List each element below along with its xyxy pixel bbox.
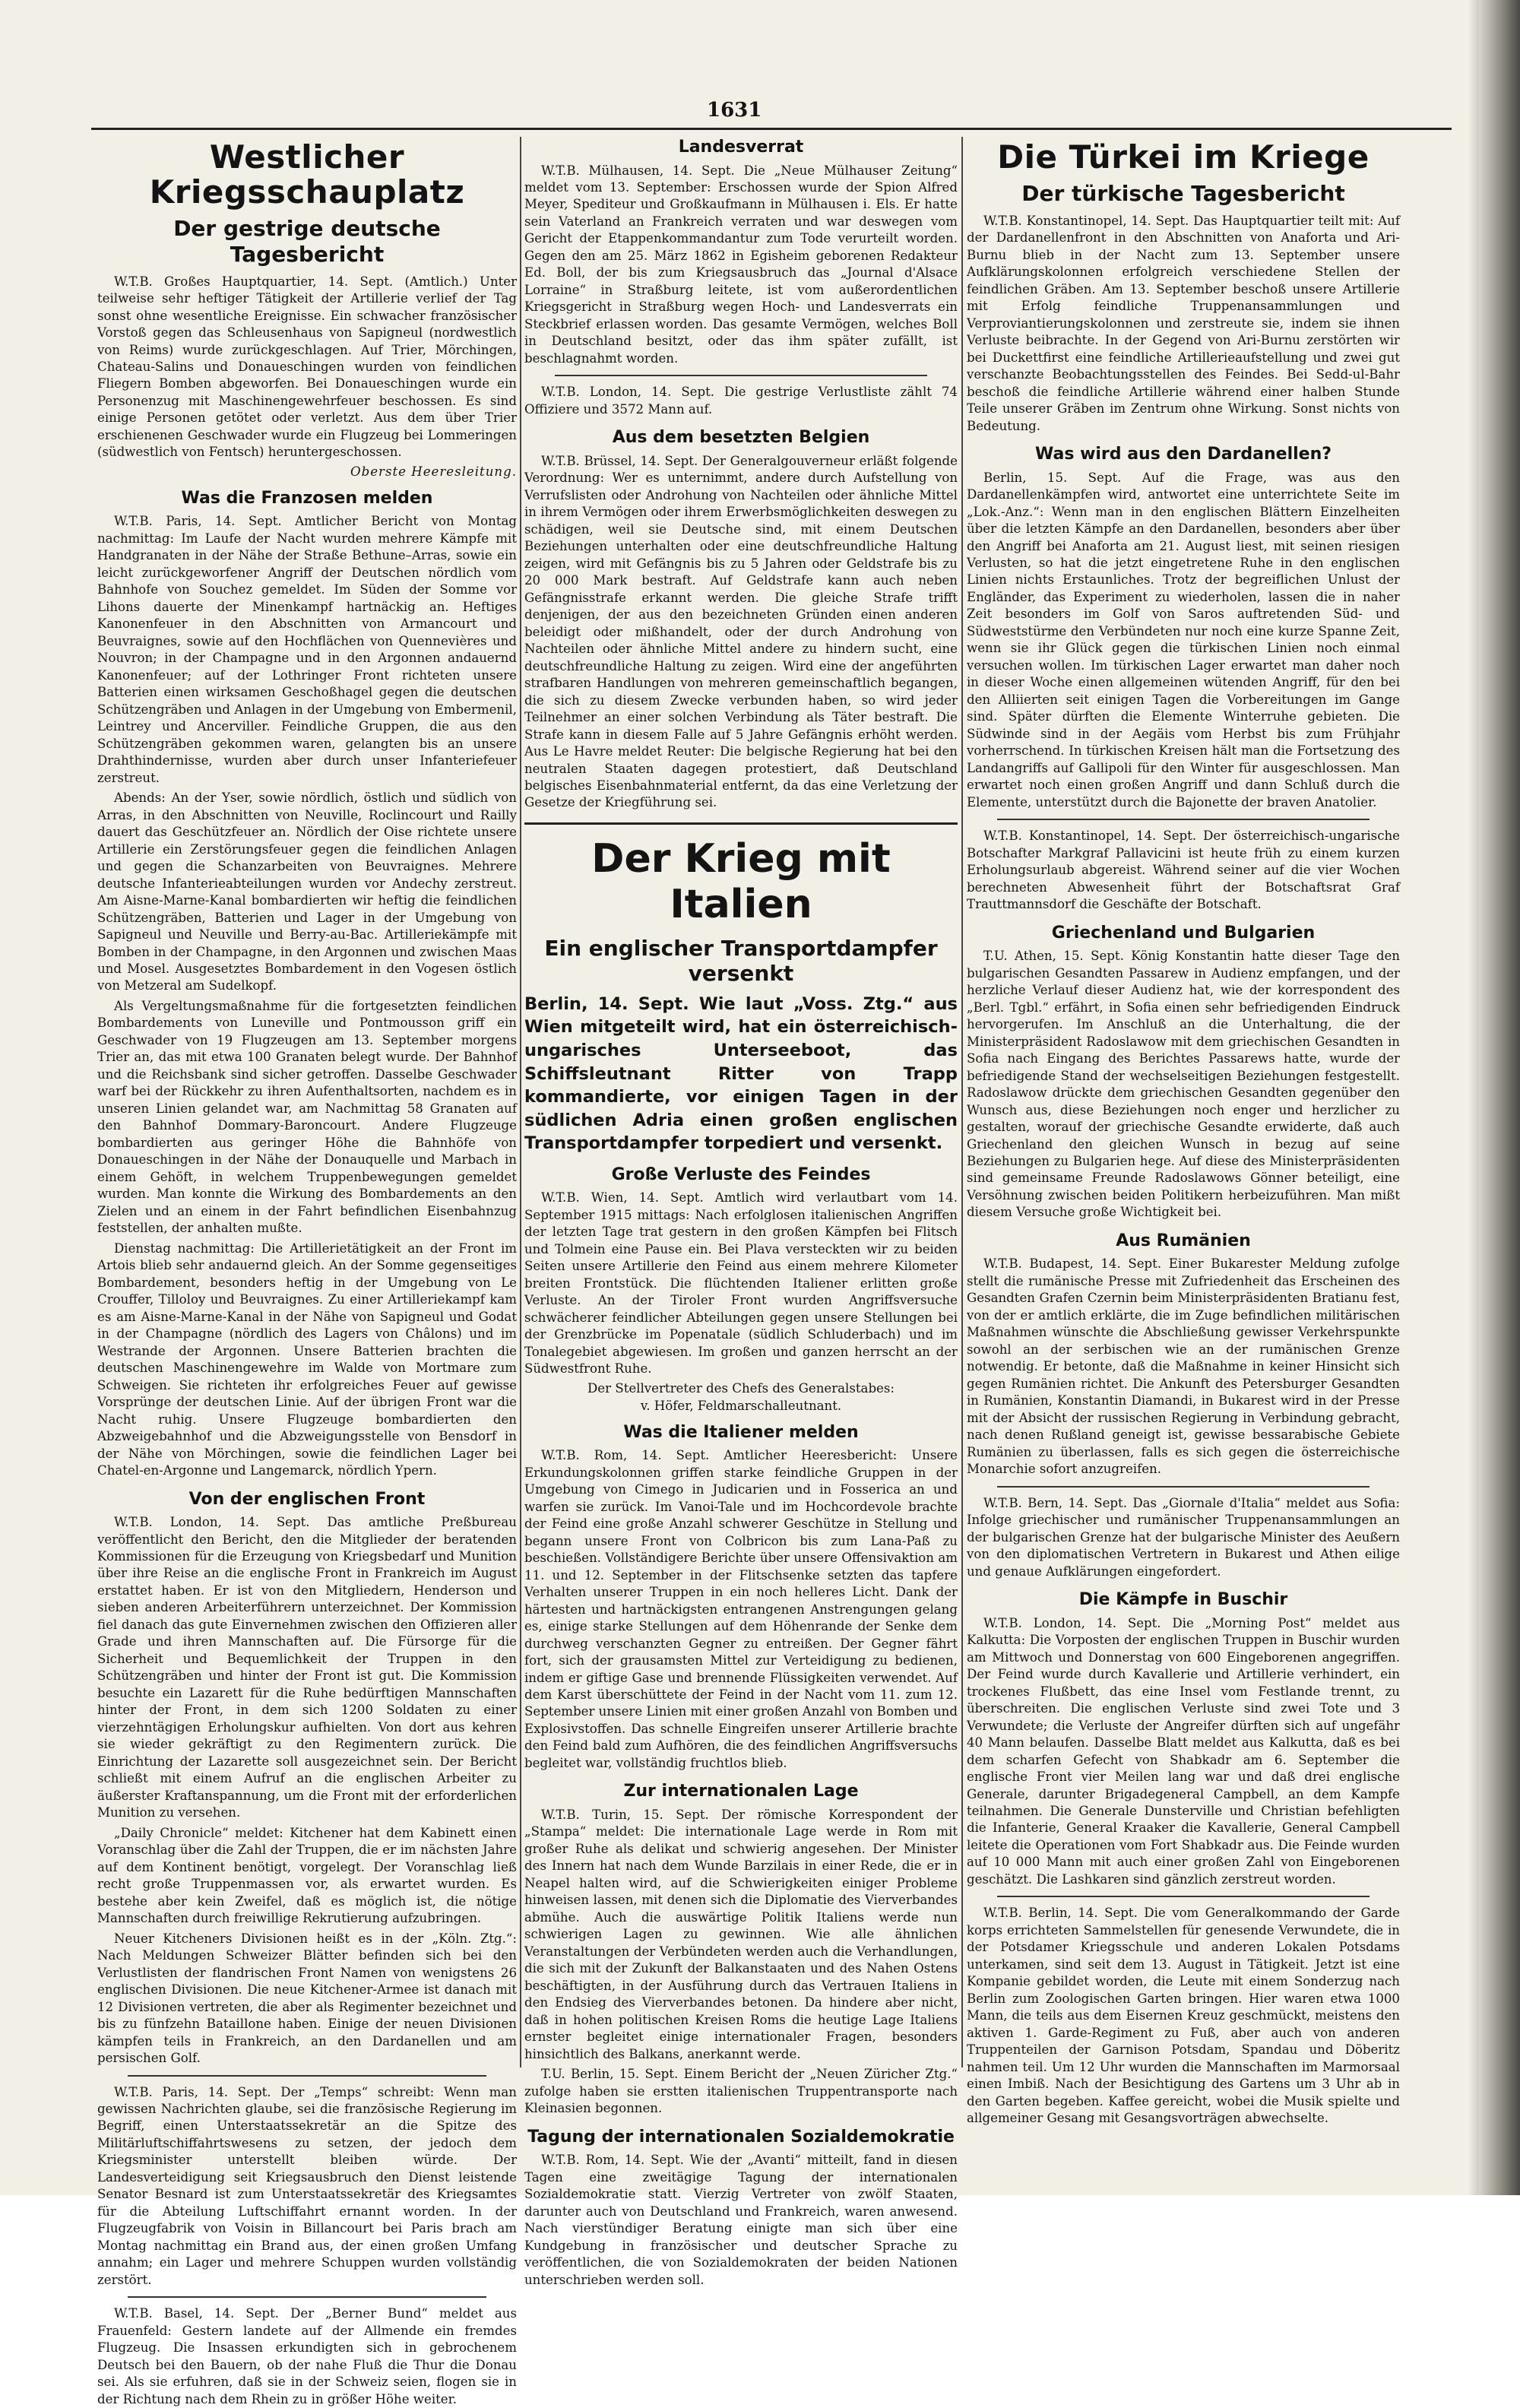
article-paragraph: Berlin, 15. Sept. Auf die Frage, was aus den Dardanellenkämpfen wird, antwortet eine unterrichtete Seite im „Lok.-Anz.“: Wenn man in den englischen Blättern Einzelheiten über die letzten Kämpfe an den Dardanellen, besonders aber über den Angriff bei Anaforta am 21. August liest, mit seinen riesigen Verlusten, so hat die jetzt eingetretene Ruhe in den englischen Linien nichts Erstaunliches. Trotz der begreiflichen Unlust der Engländer, das Experiment zu wiederholen, lassen die in naher Zeit besonders im Golf von Saros auftretenden Süd- und Südweststürme den Verbündeten nur noch eine kurze Spanne Zeit, wenn sie ihr Glück gegen die türkischen Linien noch einmal versuchen wollen. Im türkischen Lager erwartet man daher noch in dieser Woche einen allgemeinen wütenden Angriff, für den bei den Alliierten seit einigen Tagen die Vorbereitungen im Gange sind. Später dürften die Elemente Winterruhe gebieten. Die Südwinde sind in der Aegäis vom Herbst bis zum Frühjahr vorherrschend. In türkischen Kreisen hält man die Fortsetzung des Landangriffs auf Gallipoli für den Winter für ausgeschlossen. Man erwartet noch einen großen Angriff und dann Schluß durch die Elemente, unterstützt durch die Bajonette der braven Anatolier.	[967, 470, 1400, 810]
signature: Oberste Heeresleitung.	[350, 464, 517, 479]
section-title-verluste: Große Verluste des Feindes	[611, 1164, 871, 1184]
lead-paragraph: Berlin, 14. Sept. Wie laut „Voss. Ztg.“ aus Wien mitgeteilt wird, hat ein österreichisch-ungarisches Unterseeboot, das Schiffsleutnant Ritter von Trapp kommandierte, vor einigen Tagen in der südlichen Adria einen großen englischen Transportdampfer torpediert und versenkt.	[524, 993, 958, 1154]
article-paragraph: W.T.B. Rom, 14. Sept. Amtlicher Heeresbericht: Unsere Erkundungskolonnen griffen starke feindliche Gruppen in der Umgebung von Cimego in Judicarien und in Fosserica an und warfen sie zurück. Im Vanoi-Tale und im Hochcordevole brachte der Feind eine große Anzahl schwerer Geschütze in Stellung und begann unsere Front von Colbricon bis zum Lana-Paß zu beschießen. Vollständigere Berichte über unsere Offensivaktion am 11. und 12. September in der Flitschsenke setzten das tapfere Verhalten unserer Truppen in ein noch helleres Licht. Dank der härtesten und hartnäckigsten entrangenen Anstrengungen gelang es, einige starke Stellungen auf dem Höhenrande der Senke dem durchweg verschanzten Gegner zu entreißen. Der Gegner fährt fort, sich der grausamsten Mittel zur Verteidigung zu bedienen, indem er giftige Gase und brennende Flüssigkeiten verwendet. Auf dem Karst überschüttete der Feind in der Nacht vom 11. zum 12. September unsere Linien mit einer großen Anzahl von Bomben und Explosivstoffen. Das schnelle Eingreifen unserer Artillerie brachte den Feind bald zum Aufhören, die des feindlichen Angriffsversuchs begleitet war, vollständig fruchtlos blieb.	[524, 1448, 958, 1770]
section-title-belgien: Aus dem besetzten Belgien	[612, 428, 870, 448]
section-title-griechenland-bulgarien: Griechenland und Bulgarien	[1051, 923, 1316, 943]
article-paragraph: W.T.B. Rom, 14. Sept. Wie der „Avanti“ mitteilt, fand in diesen Tagen eine zweitägige Tagung der internationalen Sozialdemokratie statt. Vierzig Vertreter von zwölf Staaten, darunter auch von Deutschland und Frankreich, waren anwesend. Nach vierstündiger Beratung einigte man sich über eine Kundgebung in französischer und deutscher Sprache zu veröffentlichen, die von Sozialdemokraten der beiden Nationen unterschrieben werden soll.	[524, 2153, 958, 2287]
section-separator	[997, 819, 1370, 820]
subhead-transportdampfer: Ein englischer Transportdampfer versenkt	[544, 935, 938, 987]
section-title-internationale-lage: Zur internationalen Lage	[623, 1782, 859, 1801]
signature: v. Höfer, Feldmarschalleutnant.	[640, 1398, 842, 1413]
section-separator	[997, 1486, 1370, 1488]
article-paragraph: T.U. Berlin, 15. Sept. Einem Bericht der „Neuen Züricher Ztg.“ zufolge haben sie erstten italienischen Truppentransporte nach Kleinasien begonnen.	[524, 2067, 958, 2116]
article-paragraph: W.T.B. Budapest, 14. Sept. Einer Bukarester Meldung zufolge stellt die rumänische Presse mit Zufriedenheit das Erscheinen des Gesandten Grafen Czernin beim Ministerpräsidenten Bratianu fest, von der er amtlich erklärte, die im Zuge befindlichen militärischen Maßnahmen wünschte die Abschließung gewisser Verkehrspunkte sowohl an der serbischen wie an der rumänischen Grenze notwendig. Er betonte, daß die Maßnahme in keiner Hinsicht sich gegen Rumänien richtet. Die Ankunft des Petersburger Gesandten in Rumänien, Konstantin Diamandi, in Bukarest wird in der Presse mit der Absicht der russischen Regierung in Verbindung gebracht, nach denen Rußland geneigt ist, gewisse bessarabische Gebiete Rumänien zu überlassen, falls es sich gegen die österreichische Monarchie sofort anzugreifen.	[967, 1256, 1400, 1477]
article-paragraph: W.T.B. Brüssel, 14. Sept. Der Generalgouverneur erläßt folgende Verordnung: Wer es unternimmt, andere durch Aufstellung von Verrufslisten oder Androhung von Nachteilen oder ähnliche Mittel in ihrem Vermögen oder ihrem Erwerbsmöglichkeiten deswegen zu schädigen, weil sie Deutsche sind, mit einem Deutschen Beziehungen unterhalten oder eine deutschfreundliche Haltung zeigen, wird mit Gefängnis bis zu 5 Jahren oder Geldstrafe bis zu 20 000 Mark bestraft. Auf Geldstrafe kann auch neben Gefängnisstrafe erkannt werden. Die gleiche Strafe trifft denjenigen, der aus den bezeichneten Gründen einen anderen beleidigt oder mißhandelt, oder der durch Androhung von Nachteilen oder ähnliche Mittel andere zu hindern sucht, eine deutschfreundliche Haltung zu zeigen. Wird eine der angeführten strafbaren Handlungen von mehreren gemeinschaftlich begangen, die sich zu diesem Zwecke verbunden haben, so wird jeder Teilnehmer an einer solchen Verbindung als Täter bestraft. Die Strafe kann in diesem Falle auf 5 Jahre Gefängnis erhöht werden. Aus Le Havre meldet Reuter: Die belgische Regierung hat bei den neutralen Staaten dagegen protestiert, daß Deutschland belgisches Eisenbahnmaterial entfernt, da das eine Verletzung der Gesetze der Kriegführung sei.	[524, 453, 958, 810]
middle-column	[524, 137, 958, 2287]
section-title-englische-front: Von der englischen Front	[188, 1489, 426, 1509]
headline-westlicher-kriegsschauplatz: Westlicher Kriegsschauplatz	[149, 138, 465, 211]
article-paragraph: W.T.B. Berlin, 14. Sept. Die vom Generalkommando der Garde korps errichteten Sammelstellen für genesende Verwundete, die in der Potsdamer Kriegsschule und anderen Lokalen Potsdams unterkamen, sind seit dem 13. August in Tätigkeit. Jetzt ist eine Kompanie gebildet worden, die Leute mit einem Sonderzug nach Berlin zum Zoologischen Garten bringen. Hier waren etwa 1000 Mann, die teils aus dem Eisernen Kreuz geschmückt, meistens den aktiven 1. Garde-Regiment zu Fuß, aber auch von anderen Truppenteilen der Garnison Potsdam, Spandau und Döberitz nahmen teil. Um 12 Uhr wurden die Mannschaften im Marmorsaal einen Imbiß. Nach der Besichtigung des Gartens um 3 Uhr ab in den Garten begeben. Kaffee gereicht, wobei die Musik spielte und allgemeiner Gesang mit Gesangsvorträgen abwechselte.	[967, 1906, 1400, 2126]
column-divider	[520, 137, 521, 2067]
article-paragraph: W.T.B. Paris, 14. Sept. Der „Temps“ schreibt: Wenn man gewissen Nachrichten glaube, sei die französische Regierung im Begriff, einen Unterstaatssekretär an die Spitze des Militärluftschiffahrtswesens zu setzen, der jedoch dem Kriegsminister unterstellt bleiben würde. Der Landesverteidigung seit Kriegsausbruch den Dienst leistende Senator Besnard ist zum Unterstaatssekretär des Kriegsamtes für die Abteilung Luftschiffahrt ernannt worden. In der Flugzeugfabrik von Voisin in Billancourt bei Paris brach am Montag nachmittag ein Brand aus, der einen großen Umfang annahm; ein Lager und mehrere Schuppen wurden vollständig zerstört.	[97, 2084, 517, 2287]
section-separator	[997, 1896, 1370, 1897]
article-paragraph: W.T.B. London, 14. Sept. Das amtliche Preßbureau veröffentlicht den Bericht, den die Mitglieder der beratenden Kommissionen für die Erzeugung von Kriegsbedarf und Munition über ihre Reise an die englische Front in Frankreich im August erstattet haben. Er ist von den Mitgliedern, Henderson und sieben anderen Arbeiterführern unterzeichnet. Der Kommission fiel danach das gute Einvernehmen zwischen den Offizieren aller Grade und ihren Mannschaften auf. Die Fürsorge für die Sicherheit und Bequemlichkeit der Truppen in den Schützengräben und hinter der Front ist gut. Die Kommission besuchte ein Lazarett für die Ruhe bedürftigen Mannschaften hinter der Front, in dem sich 1200 Soldaten zu einer vierzehntägigen Erholungskur aufhielten. Von dort aus kehren sie wieder gekräftigt zu den Regimentern zurück. Die Einrichtung der Lazarette soll ausgezeichnet sein. Der Bericht schließt mit einem Aufruf an die englischen Arbeiter zu äußerster Kraftanspannung, um die Front mit der erforderlichen Munition zu versehen.	[97, 1515, 517, 1820]
article-paragraph: W.T.B. London, 14. Sept. Die „Morning Post“ meldet aus Kalkutta: Die Vorposten der englischen Truppen in Buschir wurden am Mittwoch und Donnerstag von 600 Eingeborenen angegriffen. Der Feind wurde durch Kavallerie und Artillerie verhindert, ein trockenes Flußbett, das eine Insel vom Festlande trennt, zu überschreiten. Die englischen Verluste sind zwei Tote und 3 Verwundete; die Verluste der Angreifer dürften sich auf ungefähr 40 Mann belaufen. Dasselbe Blatt meldet aus Kalkutta, daß es bei dem scharfen Gefecht von Shabkadr am 6. September die englische Front vier Meilen lang war und daß drei englische Generale, darunter Brigadegeneral Campbell, an dem Kampfe teilnahmen. Die Generale Dunsterville und Christian befehligten die Infanterie, General Kraaker die Kavallerie, General Campbell leitete die Operationen vom Fort Shabkadr aus. Die Feinde wurden auf 10 000 Mann mit auch einer großen Zahl von Eingeborenen geschätzt. Die Lashkaren sind gänzlich zerstreut worden.	[967, 1615, 1400, 1887]
article-paragraph: W.T.B. London, 14. Sept. Die gestrige Verlustliste zählt 74 Offiziere und 3572 Mann auf.	[524, 385, 958, 417]
section-title-franzosen: Was die Franzosen melden	[181, 488, 433, 508]
top-rule	[91, 128, 1452, 130]
page-fold-shadow	[1468, 0, 1479, 2195]
article-paragraph: Abends: An der Yser, sowie nördlich, östlich und südlich von Arras, in den Abschnitten von Neuville, Roclincourt und Railly dauert das Geschützfeuer an. Nördlich der Oise richtete unsere Artillerie ein Zerstörungsfeuer gegen die feindlichen Anlagen und gegen die Schanzarbeiten von Beuvraignes. Mehrere deutsche Infanterieabteilungen wurden vor Andechy zerstreut. Am Aisne-Marne-Kanal bombardierten wir heftig die feindlichen Schützengräben, Batterien und Lager in der Umgebung von Sapigneul und Neuville und Berry-au-Bac. Artilleriekämpfe mit Bomben in der Champagne, in den Argonnen und zwischen Maas und Mosel. Ausgesetztes Bombardement in den Vogesen östlich von Metzeral am Sudelkopf.	[97, 791, 517, 993]
section-separator	[555, 375, 927, 376]
article-paragraph: W.T.B. Mülhausen, 14. Sept. Die „Neue Mülhauser Zeitung“ meldet vom 13. September: Erschossen wurde der Spion Alfred Meyer, Spediteur und Großkaufmann in Mülhausen i. Els. Er hatte sein Vaterland an Frankreich verraten und war deswegen vom Gericht der Etappenkommandantur zum Tode verurteilt worden. Gegen den am 25. März 1862 in Egisheim geborenen Redakteur Ed. Boll, der bis zum Kriegsausbruch das „Journal d'Alsace Lorraine“ in Straßburg leitete, ist vom außerordentlichen Kriegsgericht in Straßburg wegen Hoch- und Landesverrats ein Steckbrief erlassen worden. Das gesamte Vermögen, welches Boll in Deutschland besitzt, oder das ihm später zufällt, ist beschlagnahmt worden.	[524, 163, 958, 366]
article-paragraph: W.T.B. Konstantinopel, 14. Sept. Das Hauptquartier teilt mit: Auf der Dardanellenfront in den Abschnitten von Anaforta und Ari-Burnu blieb in der Nacht zum 13. September unsere Aufklärungskolonnen erfolgreich verschiedene Stellen der feindlichen Gräben. Am 13. September beschoß unsere Artillerie mit Erfolg feindliche Truppenansammlungen und Verproviantierungskolonnen und zerstreute sie, indem sie ihnen Verluste beibrachte. In der Gegend von Ari-Burnu zerstörten wir bei Duckettfirst eine feindliche Artillerieaufstellung und zwei gut verschanzte Beobachtungsstellen des Feindes. Bei Sedd-ul-Bahr beschoß die feindliche Artillerie während einer halben Stunde Teile unserer Gräben im Zentrum ohne Wirkung. Sonst nichts von Bedeutung.	[967, 213, 1400, 433]
article-paragraph: W.T.B. Konstantinopel, 14. Sept. Der österreichisch-ungarische Botschafter Markgraf Pallavicini ist heute früh zu einem kurzen Erholungsurlaub abgereist. Während seiner auf die vier Wochen berechneten Abwesenheit führt der Botschaftsrat Graf Trauttmannsdorf die Geschäfte der Botschaft.	[967, 829, 1400, 912]
section-title-rumaenien: Aus Rumänien	[1116, 1231, 1251, 1250]
page-edge	[1479, 0, 1520, 2195]
article-paragraph: T.U. Athen, 15. Sept. König Konstantin hatte dieser Tage den bulgarischen Gesandten Passarew in Audienz empfangen, und der herzliche Verlauf dieser Audienz hat, wie der korrespondent des „Berl. Tgbl.“ erfährt, in Sofia einen sehr befriedigenden Eindruck hervorgerufen. Im Anschluß an die Unterhaltung, die der Ministerpräsident Radoslawow mit dem griechischen Gesandten in Sofia nach Eingang des Berichtes Passarews hatte, wurde der befriedigende Stand der wechselseitigen Beziehungen festgestellt. Radoslawow drückte dem griechischen Gesandten gegenüber den Wunsch aus, diese Beziehungen noch enger und herzlicher zu gestalten, worauf der griechische Gesandte erwiderte, daß auch Griechenland den gleichen Wunsch in bezug auf seine Beziehungen zu Bulgarien hege. Auf diese des Ministerpräsidenten sind gemeinsame Freunde Radoslawows Gönner beteiligt, eine Versöhnung zwischen beiden Politikern herbeizuführen. Man mißt diesem Versuche große Wichtigkeit bei.	[967, 949, 1400, 1220]
right-column	[967, 137, 1400, 2126]
article-paragraph: Neuer Kitcheners Divisionen heißt es in der „Köln. Ztg.“: Nach Meldungen Schweizer Blätter befinden sich bei den Verlustlisten der flandrischen Front Namen von wenigstens 26 englischen Divisionen. Die neue Kitchener-Armee ist danach mit 12 Divisionen vertreten, die aber als Regimenter bezeichnet und bis zu fünfzehn Bataillone haben. Einige der neuen Divisionen kämpfen teils in Frankreich, an den Dardanellen und am persischen Golf.	[97, 1931, 517, 2066]
signature: Der Stellvertreter des Chefs des Generalstabes:	[587, 1380, 895, 1396]
section-title-italiener: Was die Italiener melden	[623, 1422, 859, 1442]
headline-krieg-mit-italien: Der Krieg mit Italien	[591, 835, 891, 927]
section-separator	[524, 822, 958, 825]
section-title-buschir: Die Kämpfe in Buschir	[1078, 1590, 1288, 1610]
page-number: 1631	[707, 99, 762, 122]
article-paragraph: W.T.B. Turin, 15. Sept. Der römische Korrespondent der „Stampa“ meldet: Die internationale Lage werde in Rom mit großer Ruhe als delikat und schwierig angesehen. Der Minister des Innern hat nach dem Wunde Barzilais in einer Rede, die er in Neapel halten wird, auf die Schwierigkeiten einiger Probleme hinweisen lassen, mit denen sich die Diplomatie des Vierverbandes abmühe. Auch die auswärtige Politik Italiens werde nun schwierigen Lagen zu gewinnen. Wie alle ähnlichen Veranstaltungen der Verbündeten werden auch die Verhandlungen, die sich mit der Zukunft der Balkanstaaten und des Nahen Ostens beschäftigten, in der Ausführung durch das Vertrauen Italiens in den Endsieg des Vierverbandes betonen. Da hindere aber nicht, daß in hohen politischen Kreisen Roms die heutige Lage Italiens ernster begleitet einige internationaler Fragen, besonders hinsichtlich des Balkans, anerkannt werde.	[524, 1807, 958, 2061]
subhead-deutscher-tagesbericht: Der gestrige deutsche Tagesbericht	[173, 216, 441, 267]
column-divider	[961, 137, 963, 2067]
article-paragraph: „Daily Chronicle“ meldet: Kitchener hat dem Kabinett einen Voranschlag über die Zahl der Truppen, die er im nächsten Jahre auf dem Kontinent benötigt, vorgelegt. Der Voranschlag ließ recht große Truppenmassen vor, als erwartet wurden. Es bestehe aber kein Zweifel, daß es möglich ist, die nötige Mannschaften durch freiwillige Rekrutierung aufzubringen.	[97, 1825, 517, 1926]
subhead-tuerkischer-tagesbericht: Der türkische Tagesbericht	[1021, 181, 1345, 207]
article-paragraph: W.T.B. Paris, 14. Sept. Amtlicher Bericht von Montag nachmittag: Im Laufe der Nacht wurden mehrere Kämpfe mit Handgranaten in der Nähe der Straße Bethune–Arras, sowie ein leicht zurückgeworfener Angriff der Deutschen nördlich vom Bahnhofe von Souchez gemeldet. Im Süden der Somme vor Lihons dauerte der Minenkampf hartnäckig an. Heftiges Kanonenfeuer in den Abschnitten von Armancourt und Beuvraignes, sowie auf den Hochflächen von Quennevières und Nouvron; in der Champagne und in den Argonnen andauernd Kanonenfeuer; auf der Lothringer Front richteten unsere Batterien einen wirksamen Geschoßhagel gegen die deutschen Schützengräben und Anlagen in der Umgebung von Embermenil, Leintrey und Ancerviller. Feindliche Gruppen, die aus den Schützengräben gekommen waren, gelangten bis an unsere Drahthindernisse, wurden aber durch unser Infanteriefeuer zerstreut.	[97, 514, 517, 785]
article-paragraph: W.T.B. Basel, 14. Sept. Der „Berner Bund“ meldet aus Frauenfeld: Gestern landete auf der Allmende ein fremdes Flugzeug. Die Insassen erkundigten sich in gebrochenem Deutsch bei den Bauern, ob der nahe Fluß die Thur die Donau sei. Als sie erfuhren, daß sie in der Schweiz seien, flogen sie in der Richtung nach dem Rhein zu in größer Höhe weiter.	[97, 2306, 517, 2406]
section-separator	[128, 2296, 486, 2298]
left-column	[97, 137, 517, 2406]
article-paragraph: Dienstag nachmittag: Die Artillerietätigkeit an der Front im Artois blieb sehr andauernd gleich. An der Somme gegenseitiges Bombardement, besonders heftig in der Umgebung von Le Crouffer, Tilloloy und Beuvraignes. Zu einer Artilleriekampf kam es am Aisne-Marne-Kanal in der Nähe von Sapigneul und Godat in der Champagne (nördlich des Lagers von Châlons) und im Westrande der Argonnen. Unsere Batterien brachten die deutschen Maschinengewehre im Walde von Mortmare zum Schweigen. Sie richteten ihr erfolgreiches Feuer auf gewisse Vorsprünge der deutschen Linie. Auf der übrigen Front war die Nacht ruhig. Unsere Flugzeuge bombardierten den Abzweigebahnhof und die Abzweigungsstelle von Bensdorf in der Nähe von Mörchingen, sowie die feindlichen Lager bei Chatel-en-Argonne und Langemarck, nördlich Ypern.	[97, 1240, 517, 1478]
section-separator	[128, 2075, 486, 2077]
article-paragraph: W.T.B. Großes Hauptquartier, 14. Sept. (Amtlich.) Unter teilweise sehr heftiger Tätigkeit der Artillerie verlief der Tag sonst ohne wesentliche Ereignisse. Ein schwacher französischer Vorstoß gegen das Schleusenhaus von Sapigneul (nordwestlich von Reims) wurde zurückgeschlagen. Auf Trier, Mörchingen, Chateau-Salins und Donaueschingen wurden von feindlichen Fliegern Bomben abgeworfen. Bei Donaueschingen wurde ein Personenzug mit Maschinengewehrfeuer beschossen. Es sind einige Personen getötet oder verletzt. Aus dem über Trier erschienenen Geschwader wurde ein Flugzeug bei Lommeringen (südwestlich von Fentsch) heruntergeschossen.	[97, 274, 517, 460]
article-paragraph: Als Vergeltungsmaßnahme für die fortgesetzten feindlichen Bombardements von Luneville und Pontmousson griff ein Geschwader von 19 Flugzeugen am 13. September morgens Trier an, das mit etwa 100 Granaten belegt wurde. Der Bahnhof und die Reichsbank sind sicher getroffen. Dasselbe Geschwader warf bei der Rückkehr zu ihren Aufenthaltsorten, nachdem es in unseren Linien gelandet war, am Nachmittag 58 Granaten auf den Bahnhof Dommary-Baroncourt. Andere Flugzeuge bombardierten aus geringer Höhe die Bahnhöfe von Donaueschingen in der Nähe der Donauquelle und Marbach in einem Gehöft, in welchem Truppenbewegungen gemeldet wurden. Man konnte die Wirkung des Bombardements an den Zielen und an einem in der Fahrt befindlichen Eisenbahnzug feststellen, der anhalten mußte.	[97, 998, 517, 1236]
headline-landesverrat: Landesverrat	[678, 138, 804, 157]
headline-tuerkei-im-kriege: Die Türkei im Kriege	[997, 138, 1370, 176]
article-paragraph: W.T.B. Wien, 14. Sept. Amtlich wird verlautbart vom 14. September 1915 mittags: Nach erfolglosen italienischen Angriffen der letzten Tage trat gestern in den großen Kämpfen bei Flitsch und Tolmein eine Pause ein. Bei Plava versteckten wir zu beiden Seiten unsere Artillerie den Feind aus einem mehrere Kilometer breiten Frontstück. Die flüchtenden Italiener erlitten große Verluste. An der Tiroler Front wurden Angriffsversuche schwächerer feindlicher Abteilungen gegen unsere Stellungen bei der Grenzbrücke im Popenatale (südlich Schluderbach) und im Tonalegebiet abgewiesen. Im großen und ganzen herrscht an der Südwestfront Ruhe.	[524, 1190, 958, 1377]
section-title-sozialdemokratie: Tagung der internationalen Sozialdemokratie	[527, 2127, 955, 2147]
article-paragraph: W.T.B. Bern, 14. Sept. Das „Giornale d'Italia“ meldet aus Sofia: Infolge griechischer und rumänischer Truppenansammlungen an der bulgarischen Grenze hat der bulgarische Minister des Aeußern von den diplomatischen Vertretern in Bukarest und Athen eilige und genaue Aufklärungen eingefordert.	[967, 1495, 1400, 1579]
section-title-dardanellen: Was wird aus den Dardanellen?	[1034, 445, 1332, 464]
